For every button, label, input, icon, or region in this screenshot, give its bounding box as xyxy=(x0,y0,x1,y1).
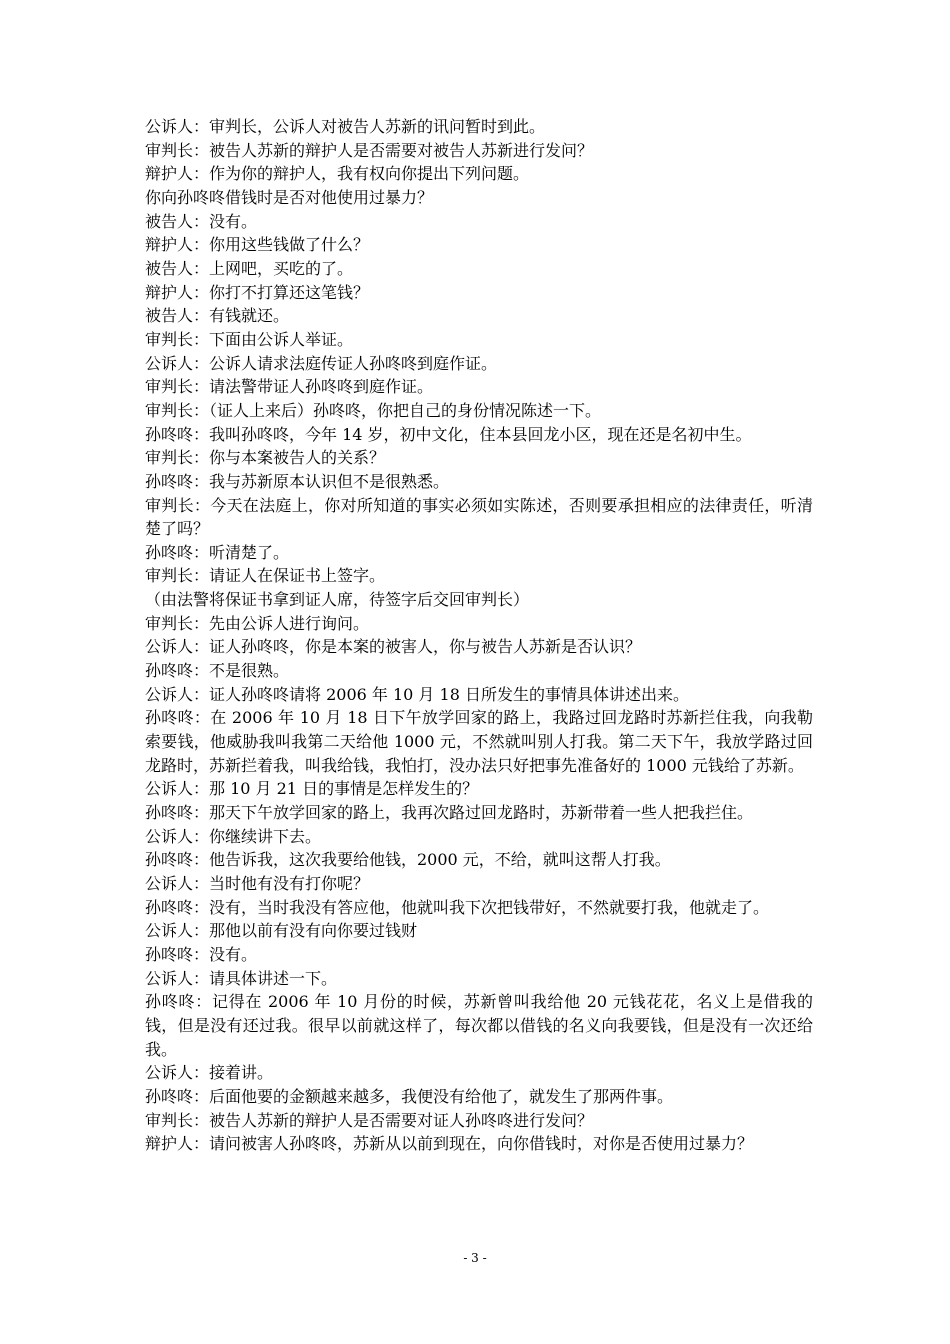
transcript-line: 孙咚咚：我叫孙咚咚，今年 14 岁，初中文化，住本县回龙小区，现在还是名初中生。 xyxy=(145,424,752,444)
transcript-line: 审判长：请法警带证人孙咚咚到庭作证。 xyxy=(145,377,434,397)
transcript-line: 你向孙咚咚借钱时是否对他使用过暴力？ xyxy=(145,187,434,207)
transcript-line: 审判长：今天在法庭上，你对所知道的事实必须如实陈述，否则要承担相应的法律责任，听清楚了吗？ xyxy=(145,495,813,539)
transcript-line: 辩护人：你打不打算还这笔钱？ xyxy=(145,282,370,302)
transcript-line: 审判长：先由公诉人进行询问。 xyxy=(145,613,370,633)
transcript-line: 孙咚咚：在 2006 年 10 月 18 日下午放学回家的路上，我路过回龙路时苏新拦住我，向我勒索要钱，他威胁我叫我第二天给他 1000 元，不然就叫别人打我。第二天下午，我放学路过回龙路时，苏新拦着我，叫我给钱，我怕打，没办法只好把事先准备好的 1000 元钱给了苏新。 xyxy=(145,708,813,775)
transcript-line: 辩护人：作为你的辩护人，我有权向你提出下列问题。 xyxy=(145,164,530,184)
transcript-line: 孙咚咚：听清楚了。 xyxy=(145,542,290,562)
transcript-line: 孙咚咚：后面他要的金额越来越多，我便没有给他了，就发生了那两件事。 xyxy=(145,1086,674,1106)
transcript-line: 孙咚咚：我与苏新原本认识但不是很熟悉。 xyxy=(145,471,450,491)
transcript-line: 审判长：下面由公诉人举证。 xyxy=(145,329,354,349)
transcript-line: 辩护人：请问被害人孙咚咚，苏新从以前到现在，向你借钱时，对你是否使用过暴力？ xyxy=(145,1134,754,1154)
transcript-line: 公诉人：请具体讲述一下。 xyxy=(145,968,338,988)
transcript-line: 公诉人：接着讲。 xyxy=(145,1063,274,1083)
document-body xyxy=(145,115,813,1156)
transcript-line: 孙咚咚：他告诉我，这次我要给他钱，2000 元，不给，就叫这帮人打我。 xyxy=(145,850,671,870)
transcript-line: （由法警将保证书拿到证人席，待签字后交回审判长） xyxy=(145,590,530,610)
transcript-line: 公诉人：你继续讲下去。 xyxy=(145,826,322,846)
transcript-line: 审判长：（证人上来后）孙咚咚，你把自己的身份情况陈述一下。 xyxy=(145,400,602,420)
transcript-line: 孙咚咚：不是很熟。 xyxy=(145,661,290,681)
transcript-line: 审判长：被告人苏新的辩护人是否需要对证人孙咚咚进行发问？ xyxy=(145,1110,594,1130)
transcript-line: 公诉人：审判长，公诉人对被告人苏新的讯问暂时到此。 xyxy=(145,117,546,136)
page-number: - 3 - xyxy=(463,1251,487,1265)
transcript-line: 审判长：被告人苏新的辩护人是否需要对被告人苏新进行发问？ xyxy=(145,140,594,160)
transcript-line: 公诉人：证人孙咚咚，你是本案的被害人，你与被告人苏新是否认识？ xyxy=(145,637,642,657)
transcript-line: 公诉人：当时他有没有打你呢？ xyxy=(145,874,370,893)
transcript-line: 公诉人：证人孙咚咚请将 2006 年 10 月 18 日所发生的事情具体讲述出来。 xyxy=(145,684,689,704)
transcript-line: 被告人：上网吧，买吃的了。 xyxy=(145,258,354,278)
transcript-line: 被告人：有钱就还。 xyxy=(145,306,290,326)
transcript-line: 公诉人：那他以前有没有向你要过钱财 xyxy=(145,921,418,941)
transcript-line: 审判长：请证人在保证书上签字。 xyxy=(145,566,386,586)
transcript-line: 被告人：没有。 xyxy=(145,211,258,231)
transcript-line: 审判长：你与本案被告人的关系？ xyxy=(145,448,386,468)
transcript-line: 孙咚咚：记得在 2006 年 10 月份的时候，苏新曾叫我给他 20 元钱花花，名义上是借我的钱，但是没有还过我。很早以前就这样了，每次都以借钱的名义向我要钱，但是没有一次还给我。 xyxy=(145,992,813,1059)
transcript-line: 公诉人：公诉人请求法庭传证人孙咚咚到庭作证。 xyxy=(145,353,498,373)
transcript-line: 孙咚咚：那天下午放学回家的路上，我再次路过回龙路时，苏新带着一些人把我拦住。 xyxy=(145,803,754,823)
transcript-line: 辩护人：你用这些钱做了什么？ xyxy=(145,235,370,255)
transcript-line: 孙咚咚：没有。 xyxy=(145,944,258,964)
transcript-line: 公诉人：那 10 月 21 日的事情是怎样发生的？ xyxy=(145,779,479,799)
transcript-line: 孙咚咚：没有，当时我没有答应他，他就叫我下次把钱带好，不然就要打我，他就走了。 xyxy=(145,897,770,917)
